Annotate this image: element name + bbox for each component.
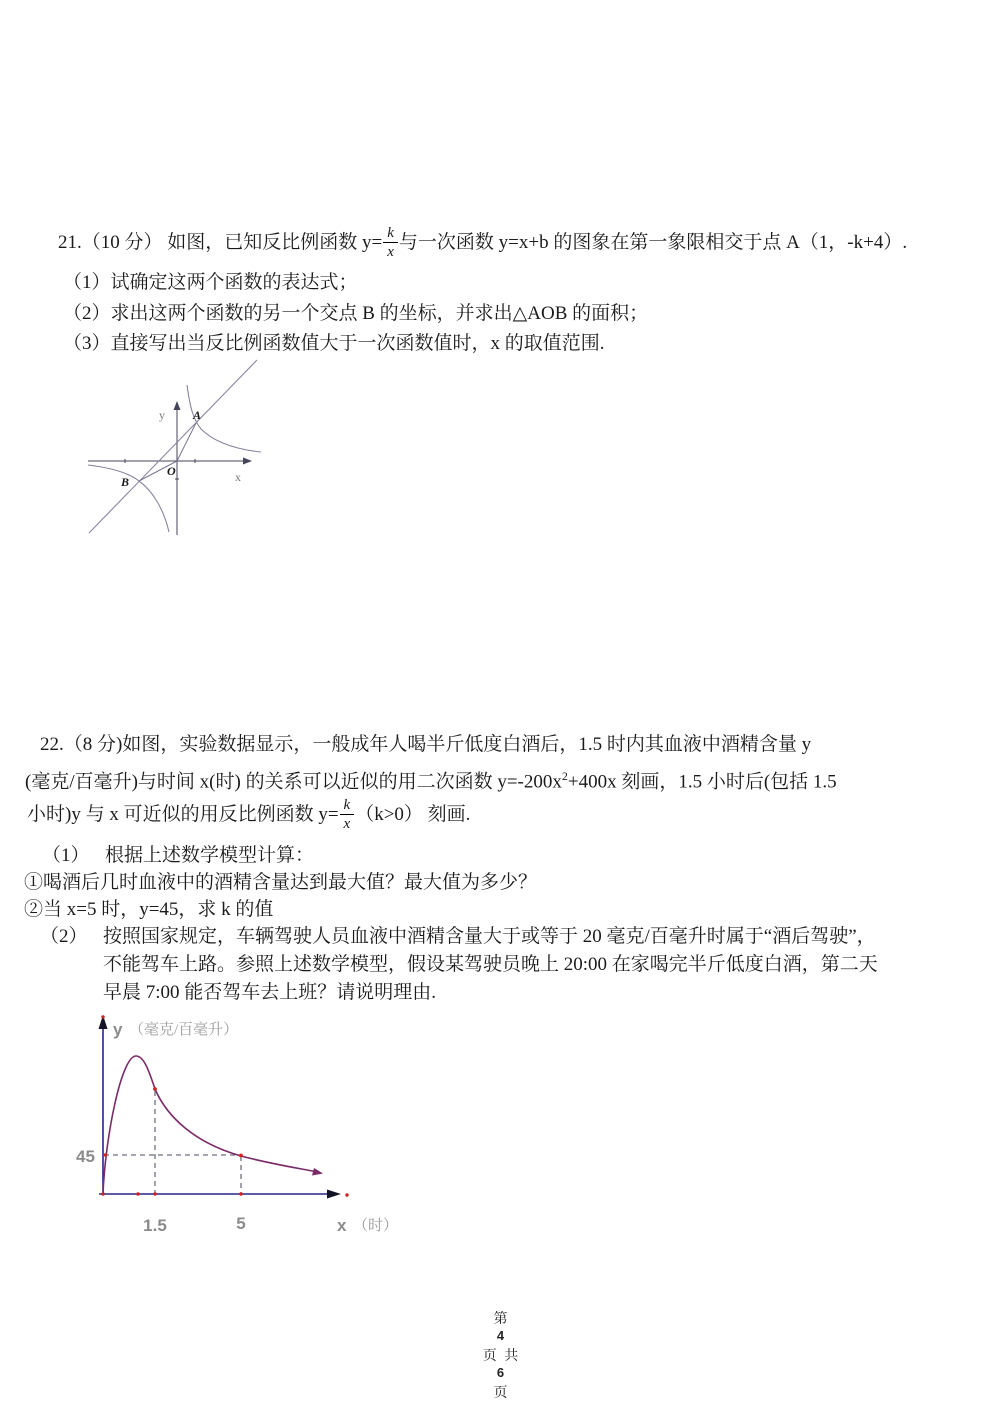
q22-line3-post: （k>0） 刻画. (355, 804, 471, 825)
fraction-numerator: k (383, 226, 398, 243)
q21-subquestion-3: （3）直接写出当反比例函数值大于一次函数值时，x 的取值范围. (63, 333, 605, 354)
footer-mid: 页 共 (482, 1349, 521, 1364)
q22-y-axis-unit: （毫克/百毫升） (129, 1022, 239, 1038)
q22-figure-alcohol-curve (75, 1005, 425, 1260)
q22-point-5-45 (239, 1154, 243, 1158)
q22-point-curve-1-5 (153, 1087, 157, 1091)
q22-point-curve-45-rise (104, 1153, 107, 1156)
q22-point-axis-1 (136, 1192, 139, 1195)
q22-subquestion-2-line2: 不能驾车上路。参照上述数学模型，假设某驾驶员晚上 20:00 在家喝完半斤低度白酒，第二天 (103, 954, 878, 975)
q22-point-yaxis-top (101, 1015, 104, 1018)
fraction-denominator: x (387, 244, 394, 260)
q22-point-origin (101, 1192, 104, 1195)
q22-point-axis-end (345, 1193, 348, 1196)
q22-x-axis-label: x (337, 1216, 347, 1235)
q22-sub-circle-2: ②当 x=5 时，y=45，求 k 的值 (24, 899, 274, 920)
q22-subquestion-2-label: （2） (40, 926, 88, 947)
q22-x-axis-unit: （时） (353, 1218, 399, 1234)
fraction-denominator: x (343, 816, 351, 832)
q22-line2-pre: (毫克/百毫升)与时间 x(时) 的关系可以近似的用二次函数 y=-200x (25, 771, 562, 793)
q22-curve-parabola-part (103, 1056, 155, 1194)
q22-point-axis-1-5 (153, 1192, 156, 1195)
q22-curve-hyperbola-part (155, 1089, 315, 1172)
q22-x-axis-arrow-icon (327, 1190, 341, 1199)
q21-segment-oa (177, 423, 196, 461)
q22-tick-label-1-5: 1.5 (143, 1216, 167, 1235)
q22-tick-label-5: 5 (236, 1214, 246, 1233)
q22-statement-line2 (25, 765, 837, 793)
q21-x-axis-label: x (235, 470, 241, 484)
q22-statement-line3 (27, 798, 470, 832)
fraction-k-over-x-q22 (340, 798, 355, 832)
fraction-numerator: k (340, 798, 355, 815)
q22-subquestion-2-line1: 按照国家规定，车辆驾驶人员血液中酒精含量大于或等于 20 毫克/百毫升时属于“酒后驾驶”， (103, 926, 876, 947)
q22-subquestion-2-line3: 早晨 7:00 能否驾车去上班？请说明理由. (103, 982, 437, 1003)
page-footer (0, 1292, 992, 1402)
q22-exponent: 2 (561, 769, 568, 783)
q21-point-label-a: A (193, 408, 202, 422)
q22-point-axis-5 (239, 1192, 242, 1195)
footer-prefix: 第 (493, 1312, 510, 1327)
footer-page-number: 4 (496, 1328, 507, 1343)
q21-x-axis-arrow-icon (243, 458, 252, 465)
q21-y-axis-arrow-icon (174, 401, 181, 410)
q21-statement-pre: 21.（10 分） 如图，已知反比例函数 y= (58, 232, 383, 253)
q21-origin-label: O (167, 464, 176, 478)
q21-point-label-b: B (121, 475, 130, 489)
fraction-k-over-x (383, 226, 398, 260)
footer-total-pages: 6 (496, 1365, 507, 1380)
q22-line2-post: +400x 刻画，1.5 小时后(包括 1.5 (567, 771, 837, 793)
q22-y-axis-label: y (113, 1020, 123, 1039)
q21-subquestion-1: （1）试确定这两个函数的表达式； (63, 272, 358, 293)
footer-suffix: 页 (493, 1386, 510, 1401)
q21-figure-hyperbola-line (85, 357, 265, 547)
q22-tick-label-45: 45 (76, 1147, 95, 1166)
q22-line3-pre: 小时)y 与 x 可近似的用反比例函数 y= (27, 804, 339, 825)
q21-y-axis-label: y (159, 408, 165, 422)
q21-statement-post: 与一次函数 y=x+b 的图象在第一象限相交于点 A（1，-k+4）. (398, 232, 908, 253)
q21-subquestion-2: （2）求出这两个函数的另一个交点 B 的坐标，并求出△AOB 的面积； (63, 303, 649, 324)
q22-statement-line1: 22.（8 分)如图，实验数据显示，一般成年人喝半斤低度白酒后，1.5 时内其血液中酒精含量 y (40, 734, 812, 755)
q22-subquestion-1-text: 根据上述数学模型计算： (105, 845, 315, 866)
q22-curve-arrow-icon (312, 1168, 323, 1176)
q21-statement (58, 226, 907, 260)
q22-sub-circle-1: ①喝酒后几时血液中的酒精含量达到最大值？最大值为多少？ (24, 872, 538, 893)
q22-subquestion-1-label: （1） (42, 845, 90, 866)
